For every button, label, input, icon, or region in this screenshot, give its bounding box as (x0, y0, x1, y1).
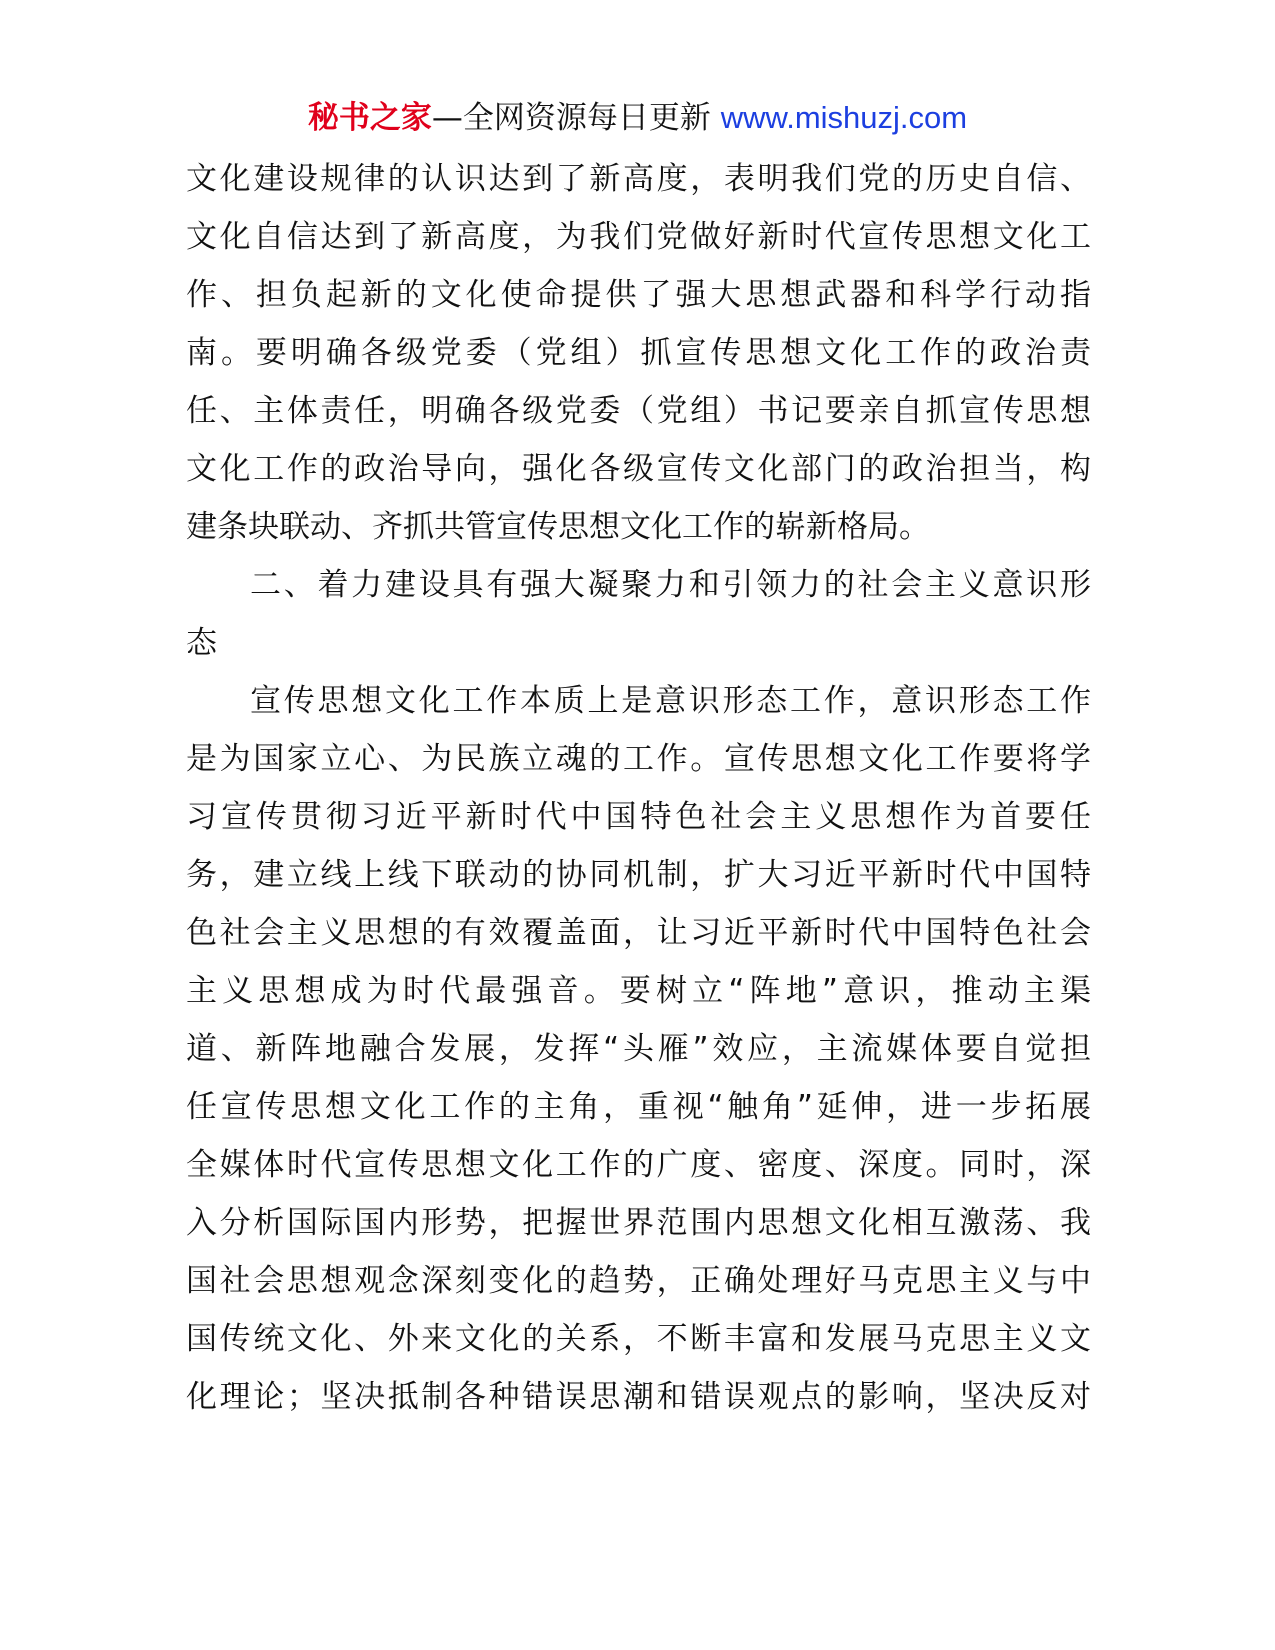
document-body (186, 150, 1091, 1426)
text-line: 作、担负起新的文化使命提供了强大思想武器和科学行动指 (186, 277, 1091, 313)
text-line: 建条块联动、齐抓共管宣传思想文化工作的崭新格局。 (186, 509, 930, 545)
text-line: 文化工作的政治导向，强化各级宣传文化部门的政治担当，构 (186, 451, 1091, 487)
text-line: 务，建立线上线下联动的协同机制，扩大习近平新时代中国特 (186, 857, 1091, 893)
page-header (0, 96, 1275, 140)
site-url-link[interactable]: www.mishuzj.com (720, 100, 968, 135)
brand-name: 秘书之家 (307, 100, 432, 136)
heading-line: 态 (186, 625, 217, 661)
text-line: 是为国家立心、为民族立魂的工作。宣传思想文化工作要将学 (186, 741, 1091, 777)
text-line: 文化建设规律的认识达到了新高度，表明我们党的历史自信、 (186, 161, 1091, 197)
heading-line: 二、着力建设具有强大凝聚力和引领力的社会主义意识形 (250, 567, 1091, 603)
text-line: 任宣传思想文化工作的主角，重视“触角”延伸，进一步拓展 (186, 1089, 1091, 1125)
text-line: 习宣传贯彻习近平新时代中国特色社会主义思想作为首要任 (186, 799, 1091, 835)
text-line: 南。要明确各级党委（党组）抓宣传思想文化工作的政治责 (186, 335, 1091, 371)
text-line: 文化自信达到了新高度，为我们党做好新时代宣传思想文化工 (186, 219, 1091, 255)
text-line: 色社会主义思想的有效覆盖面，让习近平新时代中国特色社会 (186, 915, 1091, 951)
text-line: 主义思想成为时代最强音。要树立“阵地”意识，推动主渠 (186, 973, 1091, 1009)
paragraph-2 (186, 672, 1091, 1426)
header-tagline: —全网资源每日更新 (431, 100, 711, 136)
text-line: 任、主体责任，明确各级党委（党组）书记要亲自抓宣传思想 (186, 393, 1091, 429)
text-line: 国传统文化、外来文化的关系，不断丰富和发展马克思主义文 (186, 1321, 1091, 1357)
text-line: 全媒体时代宣传思想文化工作的广度、密度、深度。同时，深 (186, 1147, 1091, 1183)
text-line: 入分析国际国内形势，把握世界范围内思想文化相互激荡、我 (186, 1205, 1091, 1241)
section-heading (186, 556, 1091, 672)
paragraph-1 (186, 150, 1091, 556)
text-line: 道、新阵地融合发展，发挥“头雁”效应，主流媒体要自觉担 (186, 1031, 1091, 1067)
text-line: 国社会思想观念深刻变化的趋势，正确处理好马克思主义与中 (186, 1263, 1091, 1299)
text-line: 宣传思想文化工作本质上是意识形态工作，意识形态工作 (250, 683, 1091, 719)
text-line: 化理论；坚决抵制各种错误思潮和错误观点的影响，坚决反对 (186, 1379, 1091, 1415)
